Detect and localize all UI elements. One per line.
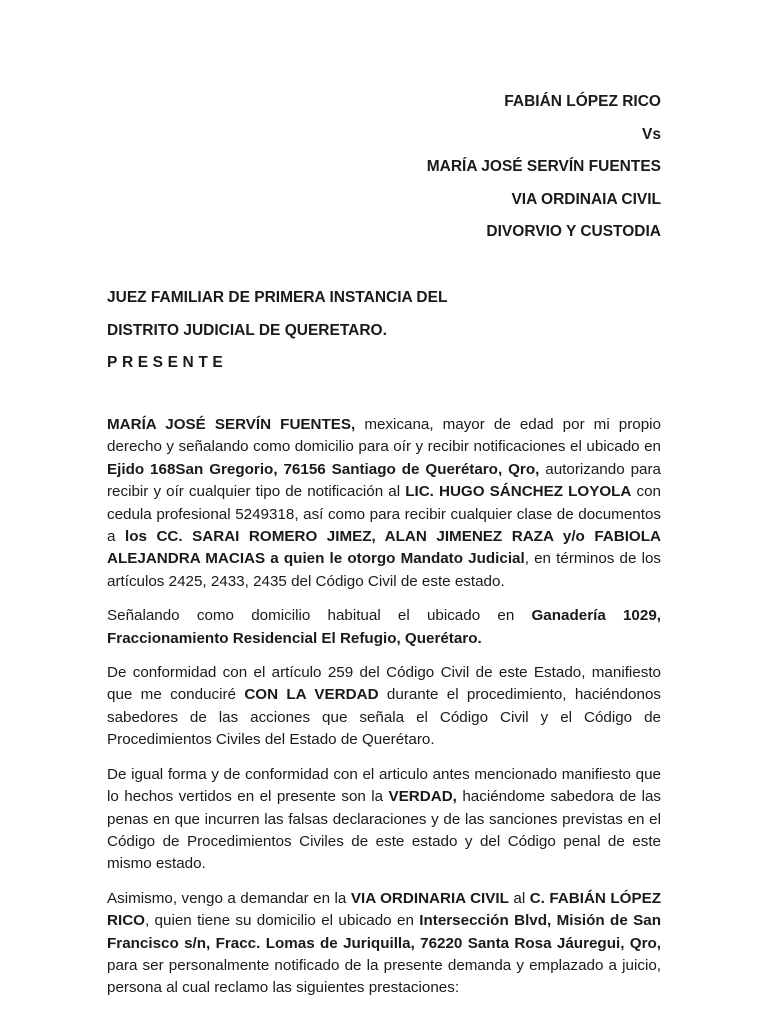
plaintiff-address: Intersección Blvd, Misión de San Francisco s/n, Fracc. Lomas de Juriquilla, 76220 Santa Rosa Jáuregui, Qro, xyxy=(107,912,662,952)
truth-statement: CON LA VERDAD xyxy=(244,686,379,704)
paragraph-5 xyxy=(107,888,661,1000)
p1-text-1: mexicana, mayor de edad por mi propio derecho y señalando como domicilio para oír y recibir notificaciones el ubicado en xyxy=(107,416,661,456)
p1-text-3: con cedula profesional 5249318, así como para recibir cualquier clase de documentos a xyxy=(107,483,661,546)
versus-label: Vs xyxy=(642,125,661,143)
document-body xyxy=(107,414,661,1012)
case-subject: DIVORVIO Y CUSTODIA xyxy=(486,223,661,240)
p1-text-2: autorizando para recibir y oír cualquier tipo de notificación al xyxy=(107,460,661,501)
paragraph-1 xyxy=(107,414,661,593)
p2-text-1: Señalando como domicilio habitual el ubicado en xyxy=(107,607,532,625)
p5-text-3: , quien tiene su domicilio el ubicado en xyxy=(144,912,420,930)
p4-text-2: haciéndome sabedora de las penas en que incurren las falsas declaraciones y de las sanciones previstas en el Código de Procedimientos Civiles de este estado y del Código penal de este mismo estado. xyxy=(107,788,662,873)
paragraph-2 xyxy=(107,605,661,650)
defendant-name: MARÍA JOSÉ SERVÍN FUENTES xyxy=(426,158,661,175)
paragraph-3 xyxy=(107,662,661,752)
procedure-bold: VIA ORDINARIA CIVIL xyxy=(350,889,509,907)
defendant-name-bold: MARÍA JOSÉ SERVÍN FUENTES, xyxy=(107,416,356,433)
habitual-address: Ganadería 1029, Fraccionamiento Residencial El Refugio, Querétaro. xyxy=(107,607,661,647)
truth-word: VERDAD, xyxy=(388,788,457,806)
plaintiff-name: FABIÁN LÓPEZ RICO xyxy=(504,93,661,110)
addressee-line-2: DISTRITO JUDICIAL DE QUERETARO. xyxy=(107,321,387,339)
procedure-type: VIA ORDINAIA CIVIL xyxy=(511,190,661,208)
addressee-line-1: JUEZ FAMILIAR DE PRIMERA INSTANCIA DEL xyxy=(107,289,448,306)
p1-text-4: , en términos de los artículos 2425, 2433, 2435 del Código Civil de este estado. xyxy=(107,550,661,590)
authorized-persons: los CC. SARAI ROMERO JIMEZ, ALAN JIMENEZ RAZA y/o FABIOLA ALEJANDRA MACIAS a quien le otorgo Mandato Judicial xyxy=(107,528,661,568)
p3-text-2: durante el procedimiento, haciéndonos sabedores de las acciones que señala el Código Civil y el Código de Procedimientos Civiles del Estado de Querétaro. xyxy=(107,686,661,749)
p5-text-2: al xyxy=(508,889,530,907)
presente-label: PRESENTE xyxy=(107,354,228,371)
p5-text-4: para ser personalmente notificado de la presente demanda y emplazado a juicio, persona al cual reclamo las siguientes prestaciones: xyxy=(107,956,661,997)
notification-address: Ejido 168San Gregorio, 76156 Santiago de Querétaro, Qro, xyxy=(107,460,540,478)
paragraph-4 xyxy=(107,764,661,876)
plaintiff-name-bold: C. FABIÁN LÓPEZ RICO xyxy=(107,889,661,930)
p5-text-1: Asimismo, vengo a demandar en la xyxy=(107,889,351,907)
p4-text-1: De igual forma y de conformidad con el articulo antes mencionado manifiesto que lo hechos vertidos en el presente son la xyxy=(107,765,661,806)
case-header xyxy=(427,90,661,253)
p3-text-1: De conformidad con el artículo 259 del Código Civil de este Estado, manifiesto que me conduciré xyxy=(107,664,661,704)
addressee-block xyxy=(107,286,447,384)
lawyer-name: LIC. HUGO SÁNCHEZ LOYOLA xyxy=(405,483,632,501)
